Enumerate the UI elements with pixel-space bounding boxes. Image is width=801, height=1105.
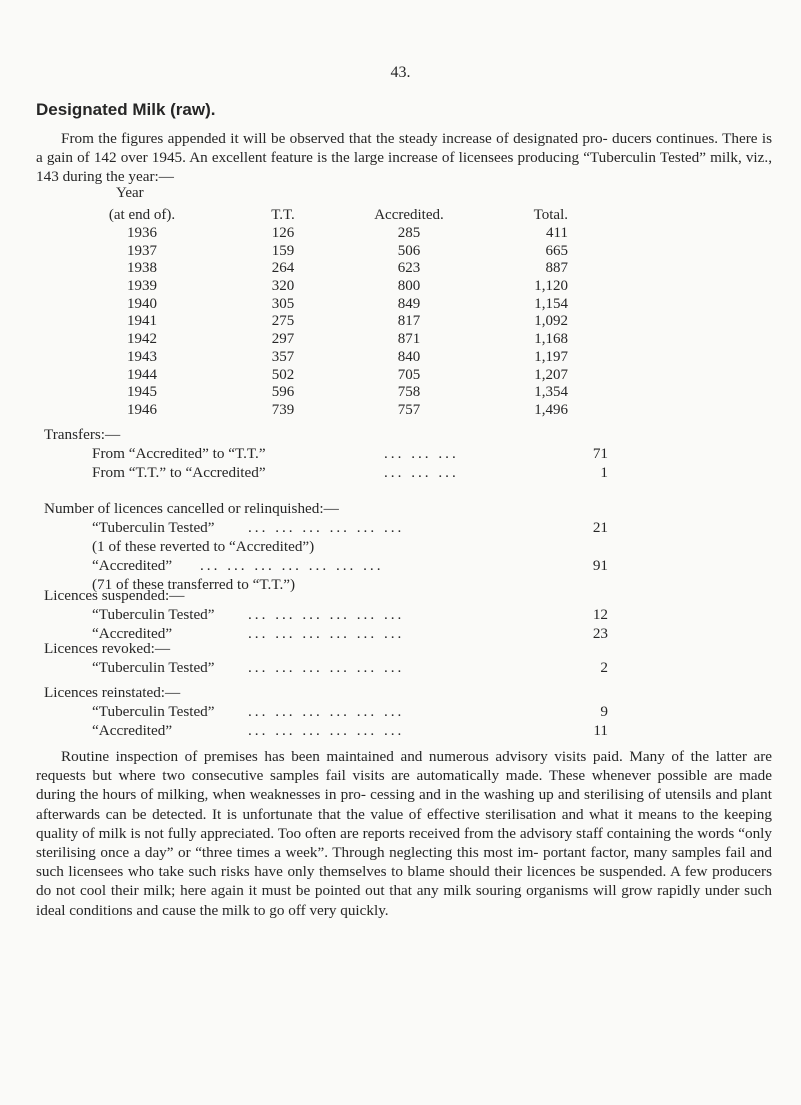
cell-year: 1942 bbox=[127, 331, 157, 348]
leader-dots: ... ... ... ... ... ... bbox=[248, 659, 405, 676]
cell-accredited: 285 bbox=[397, 225, 421, 241]
cell-tt: 596 bbox=[271, 384, 295, 401]
cancelled-acc-note: (71 of these transferred to “T.T.”) bbox=[92, 576, 296, 593]
cell-tt: 264 bbox=[271, 260, 295, 277]
cell-year: 1941 bbox=[127, 313, 157, 330]
cell-year: 1944 bbox=[127, 366, 157, 383]
cell-total: 1,092 bbox=[534, 313, 568, 330]
cell-total: 411 bbox=[546, 225, 568, 241]
cell-total: 1,197 bbox=[534, 348, 568, 365]
transfer-value: 1 bbox=[600, 464, 608, 481]
cell-total: 1,154 bbox=[534, 295, 568, 312]
closing-paragraph: Routine inspection of premises has been maintained and numerous advisory visits paid. Many of the latter are requests but where two consecutive samples fail visits are automatically made. These whenever possible are made during the hours of milking, when weaknesses in pro- cessing and in the washing up and sterilising of utensils and plant afterwards can be detected. It is unfortunate that the value of effective sterilisation and what it means to the keeping quality of milk is not fully appreciated. Too often are reports received from the advisory staff containing the words “only sterilising once a day” or “three times a week”. Through neglecting this most im- portant factor, many samples fail and such licensees who take such risks have only themselves to blame should their licences be suspended. A few producers do not cool their milk; here again it must be pointed out that any milk souring organisms will grow rapidly under such ideal conditions and cause the milk to go off very quickly. bbox=[36, 748, 772, 919]
cell-year: 1936 bbox=[127, 225, 157, 241]
suspended-title: Licences suspended:— bbox=[44, 587, 185, 604]
revoked-title: Licences revoked:— bbox=[44, 640, 171, 657]
cell-accredited: 758 bbox=[397, 384, 421, 401]
cell-year: 1940 bbox=[127, 295, 157, 312]
revoked-tt-label: “Tuberculin Tested” bbox=[92, 659, 215, 676]
table-row bbox=[92, 313, 572, 331]
cell-total: 887 bbox=[545, 260, 568, 277]
reinstated-acc-line bbox=[68, 722, 608, 741]
table-row bbox=[92, 225, 572, 243]
cell-year: 1946 bbox=[127, 401, 157, 418]
reinstated-acc-label: “Accredited” bbox=[92, 722, 173, 739]
leader-dots: ... ... ... bbox=[384, 445, 459, 462]
cell-tt: 739 bbox=[271, 401, 295, 418]
reinstated-tt-label: “Tuberculin Tested” bbox=[92, 703, 215, 720]
cancelled-tt-value: 21 bbox=[592, 519, 608, 536]
header-tt: T.T. bbox=[271, 207, 295, 223]
page-number: 43. bbox=[390, 64, 411, 81]
table-row bbox=[92, 402, 572, 420]
table-row bbox=[92, 278, 572, 296]
cell-year: 1939 bbox=[127, 278, 157, 295]
suspended-tt-line bbox=[68, 606, 608, 625]
cell-year: 1937 bbox=[127, 242, 157, 259]
header-accredited: Accredited. bbox=[374, 207, 444, 223]
table-row bbox=[92, 331, 572, 349]
cell-accredited: 705 bbox=[397, 366, 421, 383]
cell-total: 665 bbox=[545, 242, 568, 259]
leader-dots: ... ... ... ... ... ... bbox=[248, 519, 405, 536]
suspended-tt-label: “Tuberculin Tested” bbox=[92, 606, 215, 623]
cell-year: 1945 bbox=[127, 384, 157, 401]
cell-total: 1,168 bbox=[534, 331, 568, 348]
cancelled-tt-note: (1 of these reverted to “Accredited”) bbox=[92, 538, 315, 555]
leader-dots: ... ... ... ... ... ... bbox=[248, 703, 405, 720]
table-rows bbox=[92, 225, 572, 420]
reinstated-title: Licences reinstated:— bbox=[44, 684, 181, 701]
transfer-line bbox=[68, 464, 608, 483]
leader-dots: ... ... ... ... ... ... bbox=[248, 625, 405, 642]
transfer-line bbox=[68, 445, 608, 464]
table-row bbox=[92, 384, 572, 402]
section-heading: Designated Milk (raw). bbox=[36, 100, 216, 119]
cell-tt: 502 bbox=[271, 366, 295, 383]
leader-dots: ... ... ... ... ... ... ... bbox=[200, 557, 384, 574]
cell-total: 1,207 bbox=[534, 366, 568, 383]
leader-dots: ... ... ... ... ... ... bbox=[248, 606, 405, 623]
cell-tt: 159 bbox=[271, 242, 295, 259]
transfer-label: From “T.T.” to “Accredited” bbox=[92, 464, 266, 481]
cancelled-tt-label: “Tuberculin Tested” bbox=[92, 519, 215, 536]
cell-tt: 320 bbox=[271, 278, 295, 295]
cell-accredited: 623 bbox=[397, 260, 421, 277]
revoked-tt-value: 2 bbox=[600, 659, 608, 676]
cell-accredited: 871 bbox=[397, 331, 421, 348]
cell-year: 1943 bbox=[127, 348, 157, 365]
cell-accredited: 800 bbox=[397, 278, 421, 295]
cancelled-tt-line bbox=[68, 519, 608, 538]
cancelled-acc-line bbox=[68, 557, 608, 576]
table-row bbox=[92, 260, 572, 278]
cancelled-section bbox=[44, 500, 608, 595]
cell-tt: 275 bbox=[271, 313, 295, 330]
cancelled-tt-note-line bbox=[68, 538, 608, 557]
table-row bbox=[92, 296, 572, 314]
suspended-section bbox=[44, 587, 608, 644]
cell-accredited: 849 bbox=[397, 295, 421, 312]
cell-accredited: 817 bbox=[397, 313, 421, 330]
header-total: Total. bbox=[533, 207, 568, 223]
cancelled-acc-label: “Accredited” bbox=[92, 557, 173, 574]
cancelled-acc-value: 91 bbox=[592, 557, 608, 574]
cancelled-title: Number of licences cancelled or relinquished:— bbox=[44, 500, 339, 517]
table-row bbox=[92, 349, 572, 367]
year-label: Year bbox=[116, 185, 144, 201]
suspended-acc-label: “Accredited” bbox=[92, 625, 173, 642]
table-row bbox=[92, 367, 572, 385]
cell-tt: 305 bbox=[271, 295, 295, 312]
cell-total: 1,120 bbox=[534, 278, 568, 295]
transfers-title: Transfers:— bbox=[44, 426, 121, 443]
transfers-section bbox=[44, 426, 608, 483]
reinstated-section bbox=[44, 684, 608, 741]
cell-tt: 357 bbox=[271, 348, 295, 365]
revoked-tt-line bbox=[68, 659, 608, 678]
leader-dots: ... ... ... bbox=[384, 464, 459, 481]
suspended-tt-value: 12 bbox=[592, 606, 608, 623]
transfer-label: From “Accredited” to “T.T.” bbox=[92, 445, 266, 462]
reinstated-tt-value: 9 bbox=[600, 703, 608, 720]
header-year: (at end of). bbox=[108, 207, 176, 223]
cell-tt: 126 bbox=[271, 225, 295, 241]
cell-accredited: 506 bbox=[397, 242, 421, 259]
cell-total: 1,496 bbox=[534, 401, 568, 418]
suspended-acc-value: 23 bbox=[592, 625, 608, 642]
cell-year: 1938 bbox=[127, 260, 157, 277]
cell-total: 1,354 bbox=[534, 384, 568, 401]
reinstated-acc-value: 11 bbox=[593, 722, 608, 739]
cell-accredited: 757 bbox=[397, 401, 421, 418]
transfer-value: 71 bbox=[592, 445, 608, 462]
cell-tt: 297 bbox=[271, 331, 295, 348]
leader-dots: ... ... ... ... ... ... bbox=[248, 722, 405, 739]
reinstated-tt-line bbox=[68, 703, 608, 722]
revoked-section bbox=[44, 640, 608, 678]
intro-paragraph: From the figures appended it will be observed that the steady increase of designated pro- ducers continues. There is a gain of 142 over 1945. An excellent feature is the large increase of licensees producing “Tuberculin Tested” milk, viz., 143 during the year:— bbox=[36, 130, 772, 186]
table-row bbox=[92, 243, 572, 261]
cell-accredited: 840 bbox=[397, 348, 421, 365]
